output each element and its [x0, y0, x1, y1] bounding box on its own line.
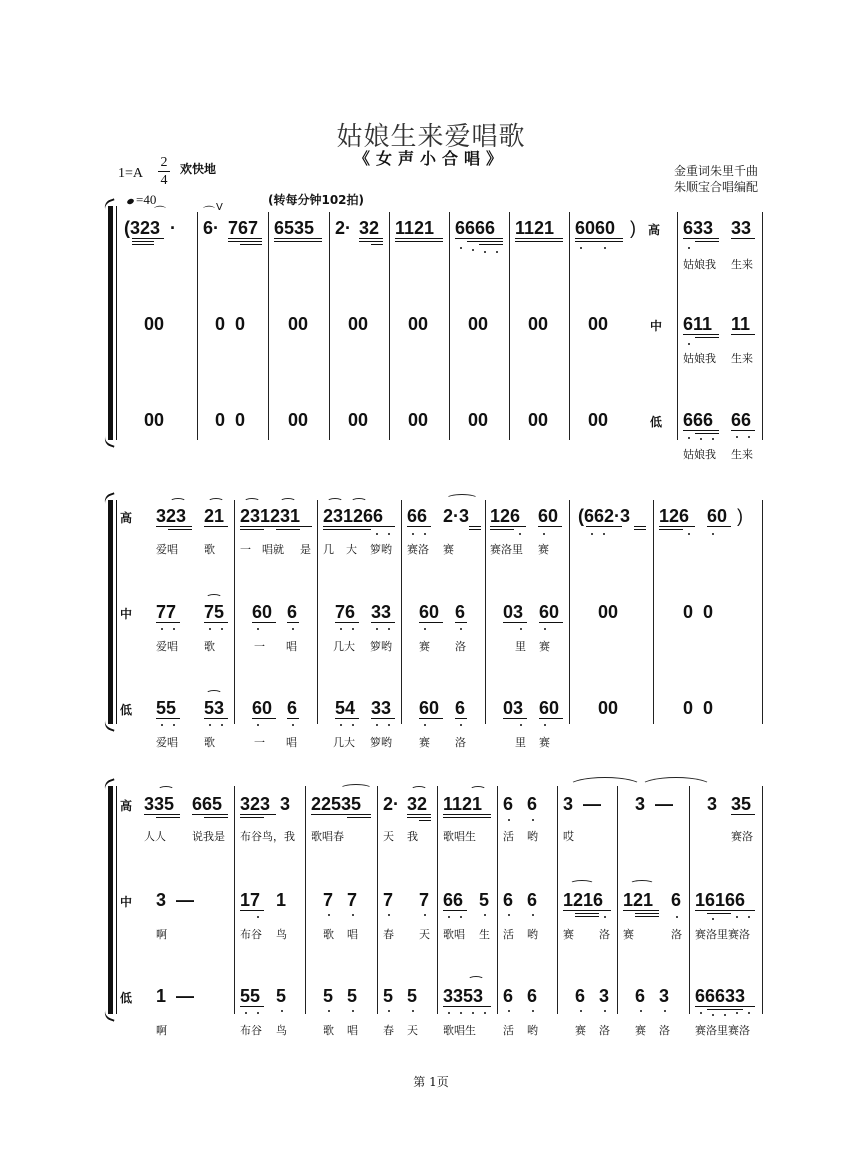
lyric: 箩哟 — [370, 736, 392, 749]
lyric: 赛洛 — [407, 543, 429, 556]
rest-group: 00 — [288, 410, 309, 430]
lyric: 哟 — [527, 928, 538, 941]
slur-icon — [570, 880, 594, 887]
note-group: 6060 — [575, 218, 616, 238]
lyric: 歌 — [323, 1024, 334, 1037]
rest-group: 00 — [348, 314, 369, 334]
lyric: 天 — [419, 928, 430, 941]
note-head-icon — [126, 197, 134, 204]
lyric: 箩哟 — [370, 543, 392, 556]
metronome-mark: =40 — [127, 192, 156, 208]
lyric: 一 — [254, 640, 265, 653]
barline — [485, 500, 486, 724]
lyric: 一 — [254, 736, 265, 749]
voice-label-high: 高 — [120, 799, 133, 813]
system-brace-line — [116, 206, 117, 440]
note-group: 6 — [635, 986, 646, 1006]
rest-group: 0 0 — [215, 410, 246, 430]
note-group: 3 — — [635, 794, 674, 814]
note-group: 2·3 — [443, 506, 470, 526]
lyric: 啊 — [156, 928, 167, 941]
note-group: 6535 — [274, 218, 315, 238]
note-group: 11 — [731, 314, 751, 334]
note-group: 66 — [443, 890, 464, 910]
lyric: 说我是 — [192, 830, 225, 843]
song-title: 姑娘生来爱唱歌 — [336, 122, 526, 152]
note-group: 5 — [276, 986, 287, 1006]
note-group: 5 — [383, 986, 394, 1006]
system-brace-line — [116, 786, 117, 1014]
lyric: 歌 — [204, 736, 215, 749]
note-group: 3 — — [156, 890, 195, 910]
lyric: 人人 — [144, 830, 166, 843]
note-group: 7 — [419, 890, 430, 910]
note-group: 17 — [240, 890, 261, 910]
rest-group: 00 — [408, 314, 429, 334]
slur-icon — [446, 494, 478, 503]
slur-icon — [411, 786, 427, 793]
tie-icon — [640, 777, 712, 796]
rest-group: 0 0 — [683, 602, 714, 622]
credit-lyrics-music: 金重词朱里千曲 — [673, 164, 758, 178]
lyric: 赛洛里 — [490, 543, 523, 556]
lyric: 赛洛里赛洛 — [695, 928, 750, 941]
voice-label-high: 高 — [120, 511, 133, 525]
barline — [449, 212, 450, 440]
note-group: 335 — [144, 794, 175, 814]
note-group: 633 — [683, 218, 714, 238]
lyric: 赛 — [539, 736, 550, 749]
note-group: 6 — [503, 986, 514, 1006]
note-group: 55 — [240, 986, 261, 1006]
slur-icon — [340, 784, 372, 793]
key-signature: 1=A — [118, 166, 144, 181]
note-group: 665 — [192, 794, 223, 814]
slur-icon — [327, 498, 343, 505]
slur-icon — [206, 690, 222, 697]
note-group: 6666 — [455, 218, 496, 238]
note-group: 32 — [407, 794, 428, 814]
lyric: 姑娘我 — [683, 448, 716, 461]
rest-group: 00 — [408, 410, 429, 430]
rest-group: 00 — [288, 314, 309, 334]
note-group: 231231 — [240, 506, 301, 526]
note-group: 7 — [347, 890, 358, 910]
slur-icon — [280, 498, 296, 505]
note-group: 60 — [539, 602, 560, 622]
tempo-marking: 欢快地 — [180, 162, 217, 176]
note-group: 60 — [419, 602, 440, 622]
barline — [437, 786, 438, 1014]
rest-group: 00 — [598, 698, 619, 718]
rest-group: 0 0 — [683, 698, 714, 718]
rest-group: 00 — [468, 410, 489, 430]
lyric: 赛 — [419, 736, 430, 749]
lyric: 生来 — [731, 258, 753, 271]
lyric: 赛 — [575, 1024, 586, 1037]
note-group: 6 — [503, 794, 514, 814]
note-group: 3 — [707, 794, 718, 814]
credit-arrangement: 朱顺宝合唱编配 — [673, 180, 758, 194]
system-brace-line — [116, 500, 117, 724]
note-group: 323 — [156, 506, 187, 526]
lyric: 赛 — [563, 928, 574, 941]
lyric: 歌唱 — [443, 928, 465, 941]
note-group: 6 — [287, 698, 298, 718]
note-group: 21 — [204, 506, 225, 526]
barline — [329, 212, 330, 440]
barline — [677, 212, 678, 440]
note-group: 7 — [323, 890, 334, 910]
lyric: 赛 — [635, 1024, 646, 1037]
barline — [557, 786, 558, 1014]
note-group: 2· — [383, 794, 400, 814]
note-group: 6 — [671, 890, 682, 910]
lyric: 爱唱 — [156, 543, 178, 556]
note-group: 7 — [383, 890, 394, 910]
note-group: 126 — [659, 506, 690, 526]
lyric: 活 — [503, 928, 514, 941]
note-group: 3 — — [563, 794, 602, 814]
tie-icon — [568, 777, 642, 796]
system-brace — [108, 500, 113, 724]
lyric: 布谷 — [240, 1024, 262, 1037]
lyric: 姑娘我 — [683, 258, 716, 271]
barline — [389, 212, 390, 440]
lyric: 哎 — [563, 830, 574, 843]
note-group: 32 — [359, 218, 380, 238]
lyric: 洛 — [599, 928, 610, 941]
lyric: 歌 — [204, 543, 215, 556]
dot-mark: · — [170, 218, 176, 238]
note-group: 323 3 — [240, 794, 291, 814]
note-group: 3353 — [443, 986, 484, 1006]
lyric: 赛 — [623, 928, 634, 941]
note-group: 16166 — [695, 890, 746, 910]
lyric: 赛 — [443, 543, 454, 556]
lyric: 哟 — [527, 830, 538, 843]
voice-label-high: 高 — [648, 223, 661, 237]
note-group: 53 — [204, 698, 225, 718]
lyric: 歌 — [323, 928, 334, 941]
lyric: 箩哟 — [370, 640, 392, 653]
note-group: 35 — [731, 794, 752, 814]
note-group: 1 — — [156, 986, 195, 1006]
note-group: 3 — [599, 986, 610, 1006]
note-group: (662·3 — [578, 506, 631, 526]
slur-icon — [630, 880, 654, 887]
lyric: 哟 — [527, 1024, 538, 1037]
lyric: 爱唱 — [156, 640, 178, 653]
lyric: 赛 — [538, 543, 549, 556]
note-group: 60 — [252, 602, 273, 622]
lyric: 洛 — [455, 736, 466, 749]
note-group: 1121 — [395, 218, 435, 238]
note-group: 231266 — [323, 506, 384, 526]
note-group: 666 — [683, 410, 714, 430]
voice-label-mid: 中 — [650, 319, 663, 333]
barline — [234, 500, 235, 724]
barline — [653, 500, 654, 724]
slur-icon — [244, 498, 260, 505]
time-signature: 2 4 — [157, 155, 171, 188]
barline — [317, 500, 318, 724]
lyric: 里 — [515, 640, 526, 653]
barline — [305, 786, 306, 1014]
note-group: (323 — [124, 218, 161, 238]
note-group: 03 — [503, 698, 524, 718]
voice-label-low: 低 — [120, 991, 133, 1005]
lyric: 啊 — [156, 1024, 167, 1037]
lyric: 我 — [407, 830, 418, 843]
note-group: 66 — [407, 506, 428, 526]
lyric: 鸟 — [276, 1024, 287, 1037]
note-group: 60 — [707, 506, 728, 526]
barline — [569, 500, 570, 724]
close-paren: ) — [630, 218, 636, 238]
lyric: 春 — [383, 1024, 394, 1037]
rest-group: 00 — [348, 410, 369, 430]
page-number: 第 1页 — [413, 1075, 449, 1089]
system-brace — [108, 786, 113, 1014]
note-group: 03 — [503, 602, 524, 622]
lyric: 歌 — [204, 640, 215, 653]
barline — [617, 786, 618, 1014]
lyric: 歌唱生 — [443, 1024, 476, 1037]
rest-group: 00 — [528, 410, 549, 430]
note-group: 1 — [276, 890, 287, 910]
lyric: 姑娘我 — [683, 352, 716, 365]
slur-icon — [158, 786, 174, 793]
barline — [762, 786, 763, 1014]
voice-label-low: 低 — [650, 415, 663, 429]
note-group: 1121 — [515, 218, 555, 238]
note-group: 6 — [455, 602, 466, 622]
rest-group: 00 — [598, 602, 619, 622]
lyric: 天 — [407, 1024, 418, 1037]
lyric: 几大 — [333, 640, 355, 653]
lyric: 几大 — [333, 736, 355, 749]
note-group: 60 — [539, 698, 560, 718]
lyric: 布谷 — [240, 928, 262, 941]
barline — [509, 212, 510, 440]
lyric: 天 — [383, 830, 394, 843]
rest-group: 00 — [588, 410, 609, 430]
lyric: 活 — [503, 1024, 514, 1037]
lyric: 洛 — [659, 1024, 670, 1037]
barline — [377, 786, 378, 1014]
note-group: 22535 — [311, 794, 362, 814]
rest-group: 0 0 — [215, 314, 246, 334]
note-group: 6 — [527, 794, 538, 814]
note-group: 5 — [347, 986, 358, 1006]
lyric: 鸟 — [276, 928, 287, 941]
lyric: 生来 — [731, 352, 753, 365]
lyric: 唱就 — [262, 543, 284, 556]
lyric: 歌唱春 — [311, 830, 344, 843]
note-group: 6 — [527, 986, 538, 1006]
barline — [689, 786, 690, 1014]
lyric: 生来 — [731, 448, 753, 461]
credits — [674, 163, 758, 195]
note-group: 6 — [503, 890, 514, 910]
lyric: 洛 — [599, 1024, 610, 1037]
system-brace — [108, 206, 113, 440]
note-group: 54 — [335, 698, 356, 718]
lyric: 里 — [515, 736, 526, 749]
note-group: 5 — [323, 986, 334, 1006]
voice-label-low: 低 — [120, 703, 133, 717]
lyric: 活 — [503, 830, 514, 843]
slur-icon — [208, 498, 224, 505]
rest-group: 00 — [528, 314, 549, 334]
note-group: 33 — [371, 602, 392, 622]
note-group: 1121 — [443, 794, 483, 814]
breath-mark-icon: V — [216, 202, 223, 213]
lyric: 生 — [479, 928, 490, 941]
lyric: 洛 — [455, 640, 466, 653]
voice-label-mid: 中 — [120, 607, 133, 621]
close-paren: ) — [737, 506, 743, 526]
lyric: 唱 — [286, 640, 297, 653]
note-group: 2· — [335, 218, 352, 238]
barline — [234, 786, 235, 1014]
lyric: 几 — [323, 543, 334, 556]
note-group: 6· — [203, 218, 220, 238]
note-group: 1216 — [563, 890, 604, 910]
note-group: 767 — [228, 218, 259, 238]
slur-icon — [351, 498, 367, 505]
note-group: 5 — [407, 986, 418, 1006]
slur-icon — [206, 594, 222, 601]
barline — [401, 500, 402, 724]
note-group: 6 — [455, 698, 466, 718]
lyric: 布谷鸟，我 — [240, 830, 295, 843]
lyric: 洛 — [671, 928, 682, 941]
slur-icon — [170, 498, 186, 505]
slur-icon — [468, 976, 484, 983]
note-group: 6 — [527, 890, 538, 910]
lyric: 唱 — [347, 1024, 358, 1037]
note-group: 126 — [490, 506, 521, 526]
note-group: 60 — [252, 698, 273, 718]
lyric: 唱 — [347, 928, 358, 941]
barline — [762, 212, 763, 440]
rest-group: 00 — [144, 314, 165, 334]
barline — [497, 786, 498, 1014]
lyric: 歌唱生 — [443, 830, 476, 843]
note-group: 66633 — [695, 986, 746, 1006]
note-group: 611 — [683, 314, 713, 334]
note-group: 75 — [204, 602, 225, 622]
lyric: 赛洛里赛洛 — [695, 1024, 750, 1037]
note-group: 60 — [538, 506, 559, 526]
note-group: 66 — [731, 410, 752, 430]
note-group: 55 — [156, 698, 177, 718]
tempo-change: (转每分钟102拍) — [268, 193, 365, 207]
note-group: 6 — [575, 986, 586, 1006]
rest-group: 00 — [588, 314, 609, 334]
note-group: 6 — [287, 602, 298, 622]
fermata-icon: ⌒ — [154, 205, 167, 219]
barline — [197, 212, 198, 440]
note-group: 3 — [659, 986, 670, 1006]
note-group: 76 — [335, 602, 356, 622]
lyric: 赛 — [419, 640, 430, 653]
fermata-icon: ⌒ — [203, 205, 216, 219]
lyric: 春 — [383, 928, 394, 941]
note-group: 77 — [156, 602, 177, 622]
note-group: 33 — [371, 698, 392, 718]
barline — [268, 212, 269, 440]
lyric: 唱 — [286, 736, 297, 749]
slur-icon — [470, 786, 486, 793]
lyric: 一 — [240, 543, 251, 556]
lyric: 赛洛 — [731, 830, 753, 843]
song-subtitle: 《女声小合唱》 — [353, 149, 508, 168]
lyric: 是 — [300, 543, 311, 556]
note-group: 5 — [479, 890, 490, 910]
lyric: 爱唱 — [156, 736, 178, 749]
barline — [762, 500, 763, 724]
note-group: 60 — [419, 698, 440, 718]
note-group: 33 — [731, 218, 752, 238]
lyric: 大 — [346, 543, 357, 556]
rest-group: 00 — [144, 410, 165, 430]
note-group: 121 — [623, 890, 654, 910]
voice-label-mid: 中 — [120, 895, 133, 909]
rest-group: 00 — [468, 314, 489, 334]
barline — [569, 212, 570, 440]
lyric: 赛 — [539, 640, 550, 653]
